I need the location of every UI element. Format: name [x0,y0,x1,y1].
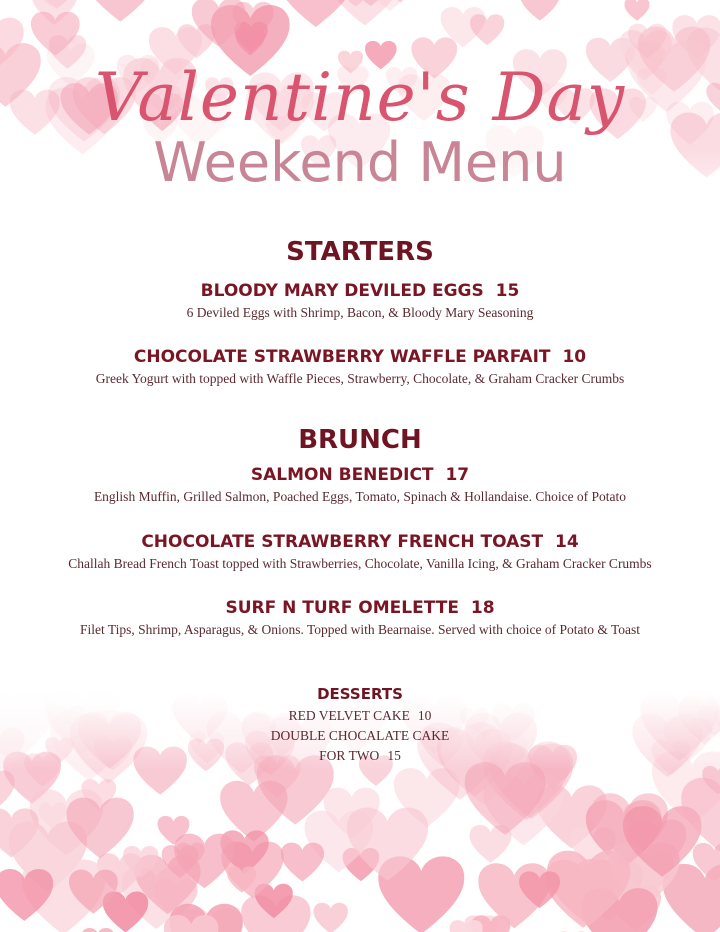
dessert-name: FOR TWO [319,748,380,763]
menu-item-description: English Muffin, Grilled Salmon, Poached Eggs, Tomato, Spinach & Hollandaise. Choice of Potato [93,489,627,504]
starters-heading: STARTERS [286,237,434,267]
dessert-price: 10 [417,708,432,723]
item-name-text: BLOODY MARY DEVILED EGGS [200,281,484,301]
dessert-item [0,727,720,745]
brunch-heading: BRUNCH [298,425,422,455]
item-price: 14 [555,532,579,552]
menu-item-name [0,346,720,368]
item-name-text: SURF N TURF OMELETTE [225,598,459,618]
menu-item-name [0,531,720,553]
dessert-item [0,747,720,765]
menu-item-description: Filet Tips, Shrimp, Asparagus, & Onions. Topped with Bearnaise. Served with choice of Potato & Toast [79,622,641,637]
item-price: 15 [495,281,520,301]
menu-title-subtitle: Weekend Menu [153,131,567,194]
item-name-text: CHOCOLATE STRAWBERRY WAFFLE PARFAIT [133,347,551,367]
item-name-text: SALMON BENEDICT [250,465,434,485]
dessert-name: RED VELVET CAKE [288,708,410,723]
dessert-name: DOUBLE CHOCALATE CAKE [270,728,450,743]
menu-item-name [0,464,720,486]
item-price: 17 [445,465,470,485]
menu-item-description: Greek Yogurt with topped with Waffle Pieces, Strawberry, Chocolate, & Graham Cracker Crumbs [95,371,625,386]
item-price: 10 [562,347,587,367]
menu-item-name [0,280,720,302]
menu-item-description: Challah Bread French Toast topped with Strawberries, Chocolate, Vanilla Icing, & Graham Cracker Crumbs [68,556,652,571]
dessert-price: 15 [387,748,401,763]
menu-item-description: 6 Deviled Eggs with Shrimp, Bacon, & Bloody Mary Seasoning [186,305,534,320]
item-price: 18 [470,598,495,618]
dessert-item [0,707,720,725]
menu-item-name [0,597,720,619]
desserts-heading: DESSERTS [317,685,403,703]
menu-title-script: Valentine's Day [94,59,626,136]
item-name-text: CHOCOLATE STRAWBERRY FRENCH TOAST [141,532,544,552]
